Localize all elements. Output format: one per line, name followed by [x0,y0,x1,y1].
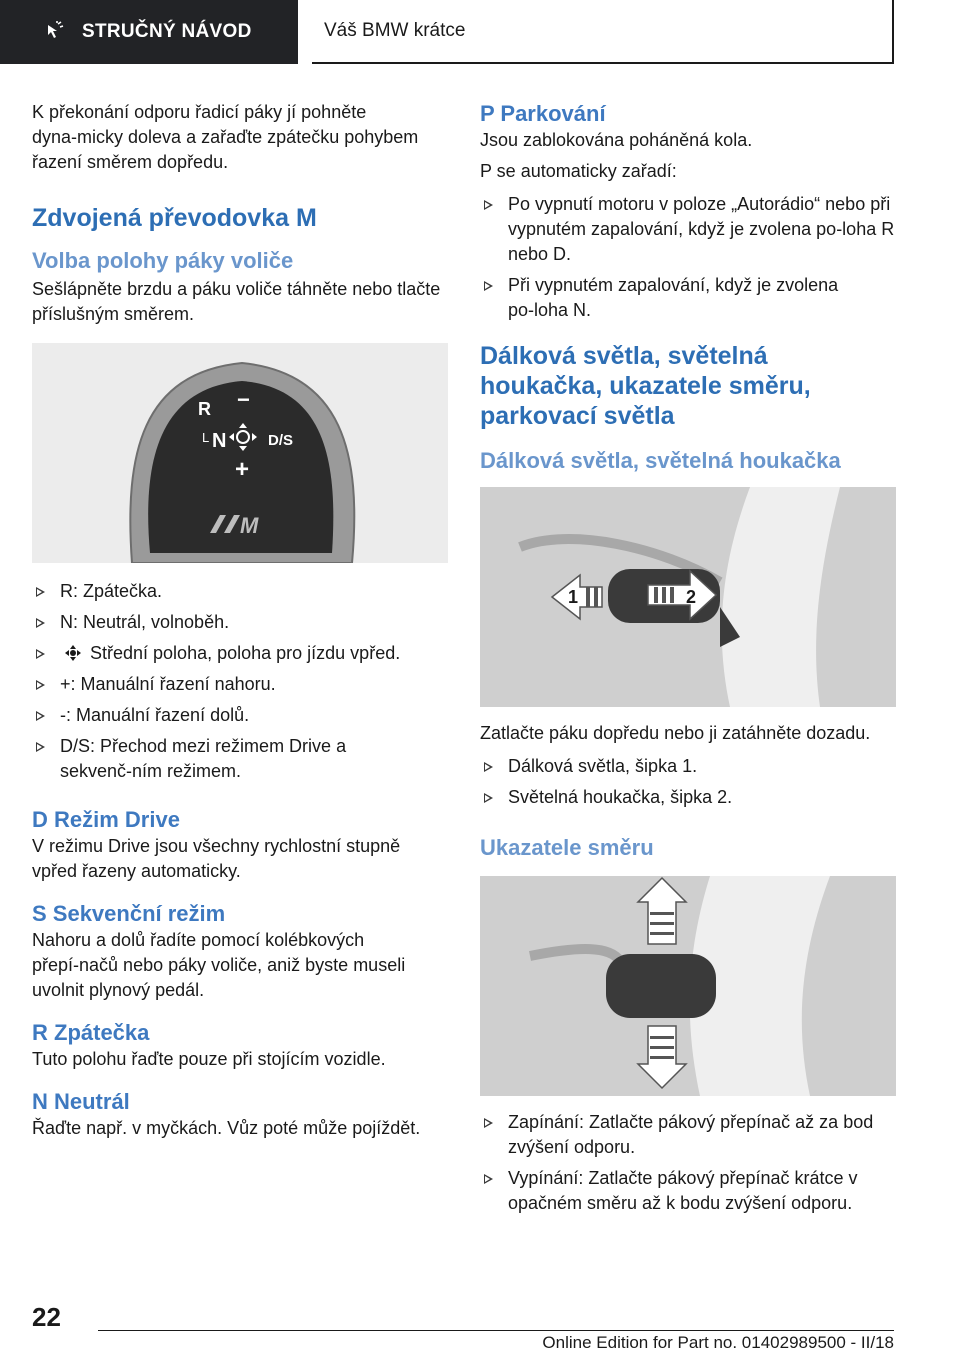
intro-paragraph: K překonání odporu řadicí páky jí pohněte dyna‑micky doleva a zařaďte zpátečku pohybem řazení směrem dopředu. [32,102,419,172]
list-item: Světelná houkačka, šipka 2. [480,785,896,810]
quick-guide-icon [44,21,66,43]
reverse-text: Tuto polohu řaďte pouze při stojícím vozidle. [32,1049,386,1069]
heading-turn-signals: Ukazatele směru [480,835,654,860]
gear-knob-figure [32,343,448,563]
m-logo-text: M [240,513,259,538]
heading-high-beam: Dálková světla, světelná houkačka [480,448,841,473]
right-column [480,100,896,1222]
knob-minus: − [237,387,250,412]
footer-edition: Online Edition for Part no. 01402989500 - II/18 [542,1333,894,1352]
list-item: N: Neutrál, volnoběh. [32,610,448,635]
high-beam-list [480,754,896,810]
page-number: 22 [32,1302,61,1332]
left-column [32,100,448,1141]
turn-signal-lever-figure [480,876,896,1096]
gear-positions-list [32,579,448,784]
chapter-header [312,0,894,64]
knob-l: L [202,430,210,445]
sequential-mode-text: Nahoru a dolů řadíte pomocí kolébkových přepí‑načů nebo páky voliče, aniž byste museli uvolnit plynový pedál. [32,930,406,1000]
list-item: +: Manuální řazení nahoru. [32,672,448,697]
list-item: R: Zpátečka. [32,579,448,604]
list-item: Po vypnutí motoru v poloze „Autorádio“ nebo při vypnutém zapalování, když je zvolena po‑loha R nebo D. [480,192,896,267]
parking-list [480,192,896,323]
footer-rule [98,1330,894,1331]
section-title: STRUČNÝ NÁVOD [82,21,252,42]
neutral-text: Řaďte např. v myčkách. Vůz poté může pojíždět. [32,1118,421,1138]
list-item: Střední poloha, poloha pro jízdu vpřed. [32,641,448,666]
selector-paragraph: Sešlápněte brzdu a páku voliče táhněte nebo tlačte příslušným směrem. [32,279,441,324]
section-tab [0,0,298,64]
high-beam-text: Zatlačte páku dopředu nebo ji zatáhněte dozadu. [480,723,871,743]
high-beam-lever-figure [480,487,896,707]
knob-ds: D/S [268,432,294,449]
heading-parking: P Parkování [480,101,606,126]
heading-drive-mode: D Režim Drive [32,807,180,832]
chapter-title: Váš BMW krátce [324,20,466,41]
list-item: Zapínání: Zatlačte pákový přepínač až za bod zvýšení odporu. [480,1110,896,1160]
heading-m-transmission: Zdvojená převodovka M [32,204,317,232]
list-item: D/S: Přechod mezi režimem Drive a sekvenč‑ním režimem. [32,734,448,784]
drive-mode-text: V režimu Drive jsou všechny rychlostní stupně vpřed řazeny automaticky. [32,836,401,881]
heading-lights: Dálková světla, světelná houkačka, ukazatele směru, parkovací světla [480,342,811,430]
heading-neutral: N Neutrál [32,1089,130,1114]
knob-r: R [198,399,211,419]
drive-position-icon [64,644,82,662]
knob-n: N [212,430,227,452]
heading-selector-position: Volba polohy páky voliče [32,248,294,273]
parking-text-2: P se automaticky zařadí: [480,161,677,181]
list-item: Dálková světla, šipka 1. [480,754,896,779]
list-item: -: Manuální řazení dolů. [32,703,448,728]
parking-text-1: Jsou zablokována poháněná kola. [480,130,753,150]
heading-reverse: R Zpátečka [32,1020,150,1045]
list-item: Vypínání: Zatlačte pákový přepínač krátce v opačném směru až k bodu zvýšení odporu. [480,1166,896,1216]
knob-plus: + [235,456,250,483]
turn-signal-list [480,1110,896,1216]
arrow-2-label: 2 [686,587,697,607]
heading-sequential-mode: S Sekvenční režim [32,901,226,926]
arrow-1-label: 1 [568,587,579,607]
list-item: Při vypnutém zapalování, když je zvolena po‑loha N. [480,273,896,323]
